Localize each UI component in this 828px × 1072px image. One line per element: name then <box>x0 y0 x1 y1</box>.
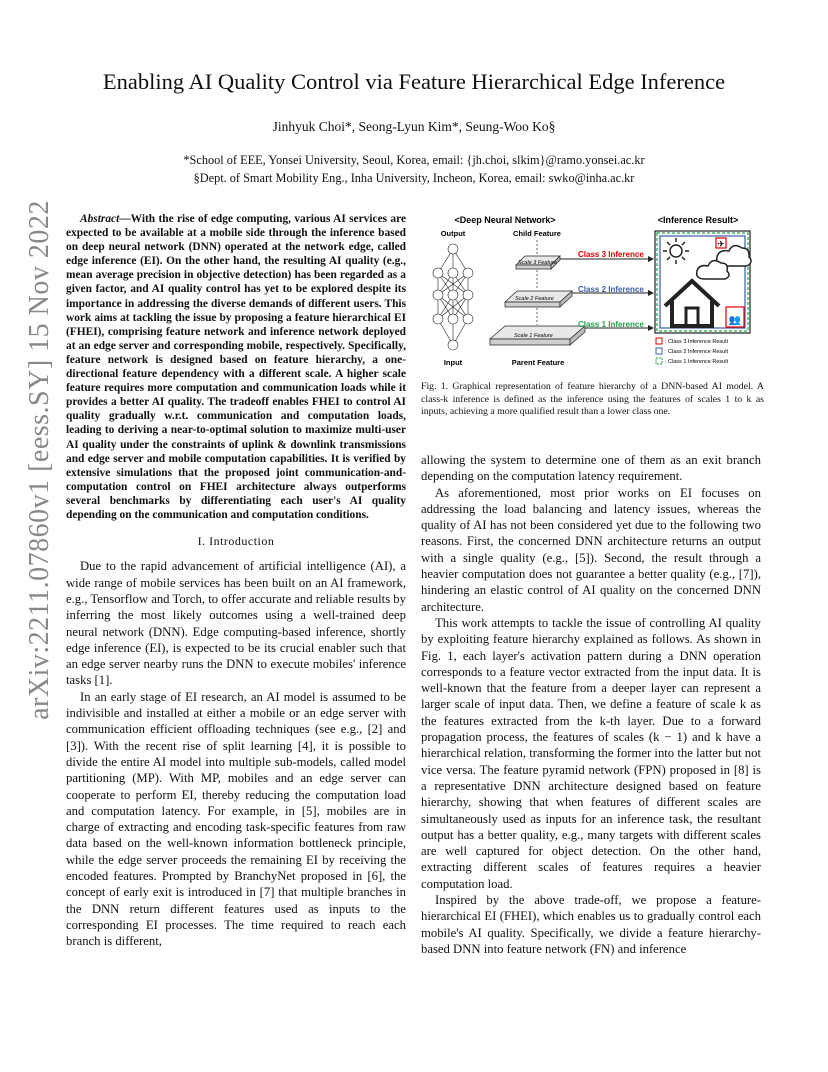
abstract <box>66 212 406 522</box>
feature-pyramid <box>490 240 585 345</box>
fig-heading-dnn: <Deep Neural Network> <box>454 215 556 225</box>
left-column <box>66 212 406 949</box>
affiliation-1: *School of EEE, Yonsei University, Seoul, Korea, email: {jh.choi, slkim}@ramo.yonsei.ac.kr <box>183 153 645 167</box>
legend-class3: : Class 3 Inference Result <box>665 339 728 345</box>
body-paragraph: In an early stage of EI research, an AI model is assumed to be indivisible and installed at either a mobile or an edge server with communication efficient offloading techniques (see e.g., [2] and [3]). With the recent rise of split learning [4], it is possible to divide the entire AI model into multiple sub-models, called model partitioning (MP). With MP, mobiles and an edge server can cooperate to perform EI, thereby reducing the computation load and computation latency. For example, in [5], mobiles are in charge of extracting and encoding task-specific features from raw data based on the well-known information bottleneck principle, while the edge server proceeds the remaining EI by receiving the encoded features. Prompted by BranchyNet proposed in [6], the concept of early exit is introduced in [7] that multiple branches in the DNN return different features used as inputs to the corresponding EI processes. The time required to reach each branch is different, <box>66 689 406 949</box>
legend-class1: : Class 1 Inference Result <box>665 359 728 365</box>
fig-class1-inference: Class 1 Inference <box>578 320 644 329</box>
fig-scale3-label: Scale 3 Feature <box>518 260 557 266</box>
body-paragraph: Due to the rapid advancement of artificial intelligence (AI), a wide range of mobile services has been built on an AI framework, e.g., Tensorflow and Torch, to offer accurate and reliable results by inferring the most likely outcomes using a well-trained deep neural network (DNN). Edge computing-based inference, shortly edge inference (EI), is expected to be its crucial enabler such that an edge server nearby runs the DNN to execute mobiles' inference tasks [1]. <box>66 559 406 688</box>
figure-1 <box>420 211 765 373</box>
fig-class3-inference: Class 3 Inference <box>578 250 644 259</box>
author-list: Jinhyuk Choi*, Seong-Lyun Kim*, Seung-Woo Ko§ <box>272 119 556 134</box>
right-column <box>421 452 761 957</box>
legend-class2: : Class 2 Inference Result <box>665 349 728 355</box>
affiliation-2: §Dept. of Smart Mobility Eng., Inha University, Incheon, Korea, email: swko@inha.ac.kr <box>193 171 635 185</box>
paper-title: Enabling AI Quality Control via Feature Hierarchical Edge Inference <box>102 69 726 94</box>
figure-caption: Fig. 1. Graphical representation of feature hierarchy of a DNN-based AI model. A class-k inference is defined as the inference using the features of scales 1 to k as inputs, achieving a more qualified result than a lower class one. <box>421 381 764 417</box>
arxiv-stamp: arXiv:2211.07860v1 [eess.SY] 15 Nov 2022 <box>24 200 55 720</box>
body-paragraph: As aforementioned, most prior works on EI focuses on addressing the load balancing and latency issues, whereas the quality of AI has not been considered yet due to the following two reasons. First, the concerned DNN architecture returns an output with a single quality (e.g., [5]). Second, the result through a heavier computation does not guarantee a better quality (e.g., [7]), hindering an elastic control of AI quality on the concerned DNN architecture. <box>421 485 761 614</box>
abstract-text: —With the rise of edge computing, various AI services are expected to be available at a mobile side through the inference based on deep neural network (DNN) operated at the network edge, called edge inference (EI). On the other hand, the resulting AI quality (e.g., mean average precision in objective detection) has been regarded as a given factor, and AI quality control has yet to be explored despite its importance in addressing the diverse demands of different users. This work aims at tackling the issue by proposing a feature hierarchical EI (FHEI), comprising feature network and inference network deployed at an edge server and corresponding mobile, respectively. Specifically, feature network is designed based on feature hierarchy, a one-directional feature dependency with a different scale. A higher scale feature requires more computation and communication loads while it provides a better AI quality. The tradeoff enables FHEI to control AI quality gradually w.r.t. communication and computation loads, leading to deriving a near-to-optimal solution to maximize multi-user AI quality under the constraints of uplink & downlink transmissions and edge server and mobile computation capabilities. It is verified by extensive simulations that the proposed joint communication-and-computation control on FHEI architecture always outperforms several benchmarks by differentiating each user's AI quality depending on the communication and computation conditions. <box>66 213 406 521</box>
fig-class2-inference: Class 2 Inference <box>578 285 644 294</box>
fig-child-label: Child Feature <box>513 229 561 238</box>
people-icon: 👥 <box>728 315 742 326</box>
fig-output-label: Output <box>440 229 466 238</box>
fig-scale1-label: Scale 1 Feature <box>514 333 553 339</box>
airplane-icon: ✈ <box>717 239 725 249</box>
fig-scale2-label: Scale 2 Feature <box>515 296 554 302</box>
section-heading: I. Introduction <box>197 534 275 549</box>
fig-heading-result: <Inference Result> <box>657 215 739 225</box>
neural-network-icon <box>433 244 473 350</box>
body-paragraph: allowing the system to determine one of them as an exit branch depending on the computation latency requirement. <box>421 453 761 484</box>
inference-result-image <box>655 231 751 333</box>
fig-parent-label: Parent Feature <box>511 358 565 367</box>
figure-legend <box>656 338 728 365</box>
body-paragraph: This work attempts to tackle the issue of controlling AI quality by exploiting feature hierarchy explained as follows. As shown in Fig. 1, each layer's activation pattern during a DNN operation corresponds to a feature vector extracted from the input data. It is well-known that the feature from a deeper layer can represent a larger scale of input data. Then, we define a feature of scale k as the features extracted from the k-th layer. Due to a forward propagation process, the features of scales (k − 1) and k have a hierarchical relation, transforming the former into the latter but not vice versa. The feature pyramid network (FPN) proposed in [8] is a representative DNN architecture designed based on feature hierarchy, showing that when features of different scales are simultaneously used as inputs for an inference task, the resultant output has a better quality, e.g., many targets with different scales are well captured for object detection. On the other hand, extracting different scales of features requires a heavier computation load. <box>421 615 761 891</box>
fig-input-label: Input <box>443 358 463 367</box>
abstract-label: Abstract <box>80 213 120 225</box>
body-paragraph: Inspired by the above trade-off, we propose a feature-hierarchical EI (FHEI), which enables us to gradually control each mobile's AI quality. Specifically, we divide a feature hierarchy-based DNN into feature network (FN) and inference <box>421 893 761 956</box>
